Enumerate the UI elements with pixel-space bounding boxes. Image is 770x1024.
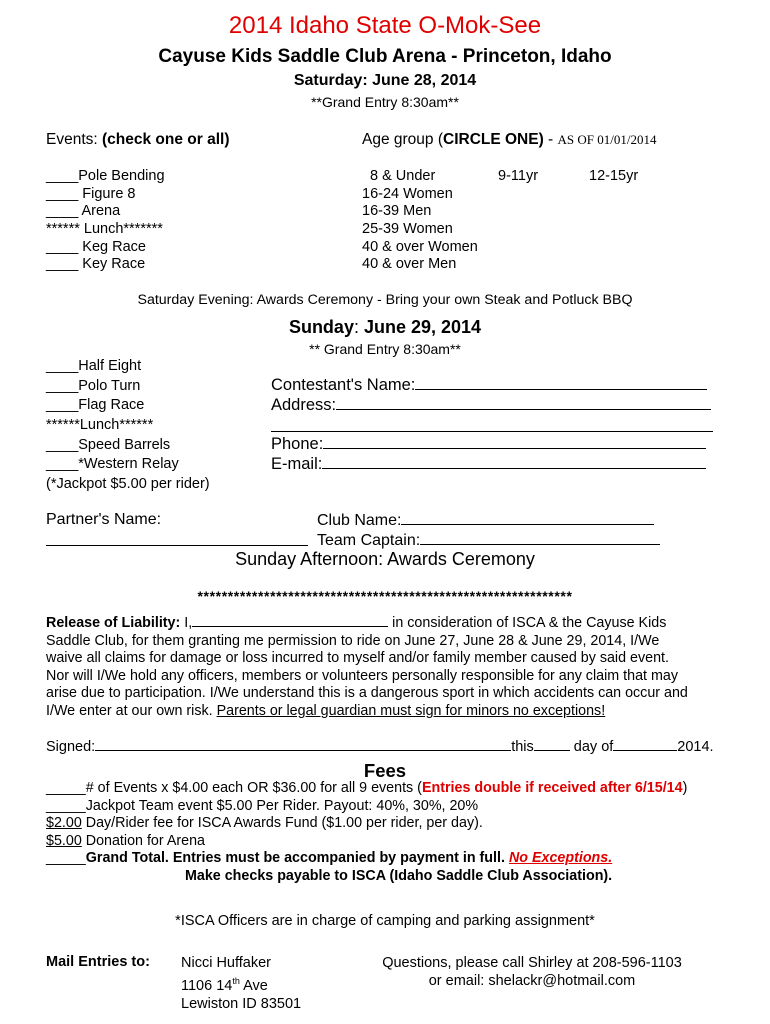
fee-events[interactable] — [46, 780, 687, 798]
release-line-1 — [46, 614, 736, 633]
fee-donation — [46, 833, 687, 851]
questions-phone: Questions, please call Shirley at 208-596-1103 — [382, 955, 682, 971]
phone-input[interactable] — [323, 434, 706, 449]
age-asof: AS OF 01/01/2014 — [557, 132, 657, 147]
release-line-1-text: in consideration of ISCA & the Cayuse Kids — [388, 615, 667, 631]
sunday-date-a: Sunday — [288, 317, 354, 337]
sunday-date — [0, 317, 770, 338]
signature-line — [46, 738, 714, 755]
signed-year: 2014. — [677, 739, 714, 755]
events-label: Events: — [46, 131, 102, 148]
address-field — [271, 395, 711, 415]
sunday-lunch: ******Lunch****** — [46, 417, 154, 434]
jackpot-note: (*Jackpot $5.00 per rider) — [46, 476, 210, 493]
sunday-grand-entry: ** Grand Entry 8:30am** — [309, 341, 461, 357]
partner-name-input[interactable] — [46, 545, 308, 546]
saturday-event[interactable]: ____ Keg Race — [46, 238, 146, 255]
age-label-bold: CIRCLE ONE) — [443, 131, 544, 148]
saturday-evening-note: Saturday Evening: Awards Ceremony - Bring your own Steak and Potluck BBQ — [137, 292, 633, 308]
saturday-grand-entry: **Grand Entry 8:30am** — [311, 94, 459, 110]
questions-contact — [362, 954, 702, 991]
email-input[interactable] — [322, 454, 706, 469]
age-group-option[interactable]: 9-11yr — [498, 168, 539, 184]
saturday-date: Saturday: June 28, 2014 — [293, 72, 477, 89]
release-name-input[interactable] — [192, 614, 388, 627]
signed-label: Signed: — [46, 739, 96, 755]
release-line-2: Saddle Club, for them granting me permission to ride on June 27, June 28 & June 29, 2014, I/We — [46, 632, 660, 649]
grand-total-text: Grand Total. Entries must be accompanied by payment in full. — [85, 850, 509, 866]
grand-total-blank: _____ — [46, 850, 86, 866]
sunday-date-c: June 29, 2014 — [363, 317, 482, 337]
release-line-6-text: I/We enter at our own risk. — [46, 702, 217, 719]
sunday-event[interactable]: ____Speed Barrels — [46, 436, 171, 453]
divider-stars: ************************************************************** — [197, 588, 573, 604]
saturday-lunch: ****** Lunch******* — [46, 221, 163, 238]
questions-email[interactable]: or email: shelackr@hotmail.com — [428, 973, 636, 990]
fee-grand-total[interactable] — [46, 850, 687, 868]
saturday-event[interactable]: ____ Figure 8 — [46, 185, 136, 202]
events-label-bold: (check one or all) — [102, 131, 230, 148]
release-i: I, — [180, 615, 193, 631]
release-line-5: arise due to participation. I/We understand this is a dangerous sport in which accidents can occur and — [46, 685, 688, 702]
sunday-event[interactable]: ____Flag Race — [46, 397, 145, 414]
release-of-liability — [46, 614, 736, 721]
release-line-6 — [46, 703, 736, 721]
team-captain-label: Team Captain: — [317, 532, 421, 549]
address-input[interactable] — [336, 395, 711, 410]
sunday-date-b: : — [353, 317, 364, 337]
fee-awards — [46, 815, 687, 833]
fee-awards-text: Day/Rider fee for ISCA Awards Fund ($1.00 per rider, per day). — [81, 815, 483, 831]
contestant-name-input[interactable] — [415, 375, 707, 390]
age-group-option[interactable]: 12-15yr — [589, 168, 639, 184]
email-field — [271, 454, 706, 474]
age-label: Age group ( — [362, 131, 443, 148]
club-name-field — [317, 510, 654, 530]
sunday-event[interactable]: ____*Western Relay — [46, 456, 179, 473]
release-line-4: Nor will I/We hold any officers, members or volunteers personally responsible for any claim that may — [46, 667, 678, 684]
address-input-line2[interactable] — [271, 431, 713, 432]
release-heading: Release of Liability: — [46, 615, 181, 631]
signed-month-input[interactable] — [613, 738, 677, 751]
sunday-event[interactable]: ____Half Eight — [46, 358, 142, 374]
sunday-event[interactable]: ____Polo Turn — [46, 377, 141, 394]
age-group-header — [362, 131, 657, 149]
age-group-option[interactable]: 16-24 Women — [362, 185, 453, 202]
fee-awards-amount: $2.00 — [46, 815, 82, 831]
camping-note: *ISCA Officers are in charge of camping and parking assignment* — [175, 913, 595, 929]
release-line-3: waive all claims for damage or loss incurred to myself and/or family member caused by said event. — [46, 650, 669, 667]
sunday-afternoon-note: Sunday Afternoon: Awards Ceremony — [235, 549, 535, 569]
club-name-input[interactable] — [401, 510, 654, 525]
saturday-event[interactable]: ____Pole Bending — [46, 168, 165, 184]
page-title: 2014 Idaho State O-Mok-See — [228, 12, 542, 39]
team-captain-input[interactable] — [420, 530, 660, 545]
phone-field — [271, 434, 706, 454]
sunday-events-list — [46, 357, 210, 495]
signed-day-input[interactable] — [534, 738, 570, 751]
mail-entries-label: Mail Entries to: — [46, 954, 150, 970]
mail-name: Nicci Huffaker — [181, 955, 271, 971]
signed-this: this — [511, 739, 534, 755]
age-group-option[interactable]: 8 & Under — [370, 168, 436, 184]
fee-jackpot[interactable]: _____Jackpot Team event $5.00 Per Rider. Payout: 40%, 30%, 20% — [46, 797, 479, 814]
saturday-event[interactable]: ____ Key Race — [46, 256, 146, 273]
team-captain-field — [317, 530, 660, 550]
events-header — [46, 131, 229, 149]
fees-list — [46, 780, 687, 885]
signature-input[interactable] — [95, 738, 511, 751]
mail-address — [181, 954, 301, 1014]
venue-subtitle: Cayuse Kids Saddle Club Arena - Princeton, Idaho — [158, 46, 612, 67]
age-group-list — [362, 168, 478, 274]
fee-donation-text: Donation for Arena — [81, 832, 205, 849]
saturday-events-list — [46, 168, 165, 274]
fee-events-close: ) — [682, 780, 688, 796]
signed-dayof: day of — [569, 739, 614, 755]
partner-name-label: Partner's Name: — [46, 511, 162, 528]
payable-note: Make checks payable to ISCA (Idaho Saddle Club Association). — [185, 867, 613, 884]
age-dash: - — [543, 131, 558, 148]
no-exceptions: No Exceptions. — [508, 850, 613, 866]
mail-city: Lewiston ID 83501 — [181, 996, 302, 1013]
address-label: Address: — [271, 396, 337, 414]
phone-label: Phone: — [271, 435, 324, 453]
contestant-name-field — [271, 375, 707, 395]
release-minors-note: Parents or legal guardian must sign for minors no exceptions! — [216, 702, 606, 719]
fees-title: Fees — [363, 760, 407, 781]
email-label: E-mail: — [271, 455, 323, 473]
age-group-option[interactable]: 16-39 Men — [362, 203, 432, 220]
mail-street — [181, 972, 301, 995]
age-group-option[interactable]: 25-39 Women — [362, 221, 453, 238]
club-name-label: Club Name: — [317, 512, 402, 529]
age-group-option[interactable]: 40 & over Men — [362, 256, 457, 273]
fee-events-text: _____# of Events x $4.00 each OR $36.00 for all 9 events ( — [46, 780, 422, 796]
mail-street-sup: th — [232, 976, 240, 987]
mail-street-number: 1106 14 — [181, 978, 233, 995]
contestant-name-label: Contestant's Name: — [271, 376, 416, 394]
fee-donation-amount: $5.00 — [46, 832, 82, 849]
saturday-event[interactable]: ____ Arena — [46, 203, 121, 220]
fee-late-warning: Entries double if received after 6/15/14 — [421, 780, 683, 796]
mail-street-suffix: Ave — [239, 978, 268, 995]
age-group-option[interactable]: 40 & over Women — [362, 238, 478, 255]
